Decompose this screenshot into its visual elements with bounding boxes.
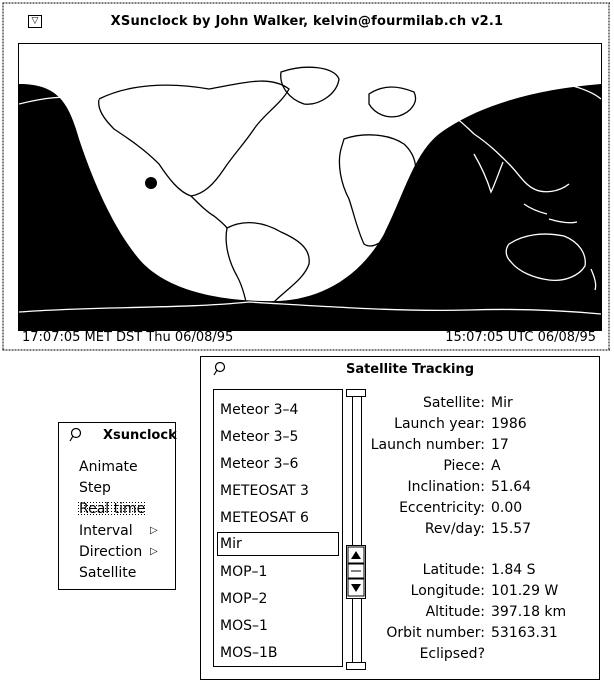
border-bottom [2, 349, 610, 351]
list-item[interactable]: MOS–1B [220, 645, 278, 661]
field-value-launch-year: 1986 [491, 416, 527, 432]
scrollbar-track[interactable] [352, 389, 362, 667]
field-value-inclination: 51.64 [491, 479, 532, 495]
field-value-launch-number: 17 [491, 437, 509, 453]
menu-item-real-time[interactable]: Real time [79, 501, 146, 517]
menu-item-satellite[interactable]: Satellite [79, 565, 137, 581]
pushpin-icon[interactable] [69, 428, 83, 442]
satellite-marker[interactable] [145, 177, 157, 189]
local-time: 17:07:05 MET DST Thu 06/08/95 [22, 330, 234, 345]
field-label-altitude: Altitude: [425, 604, 485, 620]
field-label-piece: Piece: [443, 458, 485, 474]
field-value-eccentricity: 0.00 [491, 500, 523, 516]
scrollbar-bottom-cap[interactable] [346, 662, 366, 670]
list-item[interactable]: METEOSAT 6 [220, 510, 309, 526]
utc-time: 15:07:05 UTC 06/08/95 [445, 330, 596, 345]
field-label-launch-number: Launch number: [370, 437, 485, 453]
list-item[interactable]: Meteor 3–5 [220, 429, 299, 445]
field-label-inclination: Inclination: [407, 479, 485, 495]
menu-item-animate[interactable]: Animate [79, 459, 138, 475]
scroll-arrows-icon [347, 546, 365, 598]
field-value-piece: A [491, 458, 501, 474]
field-value-longitude: 101.29 W [491, 583, 559, 599]
xsunclock-popup-menu [58, 422, 176, 590]
list-item[interactable]: MOP–2 [220, 591, 268, 607]
list-item-selected[interactable]: Mir [220, 536, 242, 552]
border-left [2, 2, 4, 350]
field-label-eccentricity: Eccentricity: [399, 500, 485, 516]
menu-item-direction[interactable]: Direction [79, 544, 143, 560]
menu-item-step[interactable]: Step [79, 480, 111, 496]
field-label-launch-year: Launch year: [394, 416, 485, 432]
satellite-tracking-window [200, 356, 600, 680]
list-item[interactable]: METEOSAT 3 [220, 483, 309, 499]
daylight-region [19, 44, 601, 301]
field-label-eclipsed: Eclipsed? [419, 646, 485, 662]
list-item[interactable]: Meteor 3–4 [220, 402, 299, 418]
field-label-longitude: Longitude: [410, 583, 485, 599]
field-value-rev-day: 15.57 [491, 521, 532, 537]
border-top [2, 2, 610, 4]
list-item[interactable]: Meteor 3–6 [220, 456, 299, 472]
field-value-orbit-number: 53163.31 [491, 625, 558, 641]
satellite-window-title: Satellite Tracking [345, 362, 475, 377]
world-map[interactable] [18, 43, 602, 331]
submenu-arrow-icon: ▷ [150, 525, 158, 536]
field-label-rev-day: Rev/day: [424, 521, 485, 537]
scrollbar-thumb[interactable] [346, 545, 366, 599]
list-item[interactable]: MOP–1 [220, 564, 268, 580]
field-value-altitude: 397.18 km [491, 604, 567, 620]
scrollbar-top-cap[interactable] [346, 389, 366, 397]
field-value-satellite: Mir [491, 395, 513, 411]
window-menu-icon[interactable]: ▽ [28, 15, 42, 28]
list-item[interactable]: MOS–1 [220, 618, 268, 634]
world-map-svg [19, 44, 601, 330]
field-value-latitude: 1.84 S [491, 562, 536, 578]
field-label-satellite: Satellite: [422, 395, 485, 411]
time-status-bar [18, 330, 600, 346]
menu-item-interval[interactable]: Interval [79, 523, 133, 539]
border-right [608, 2, 610, 350]
field-label-latitude: Latitude: [422, 562, 485, 578]
field-label-orbit-number: Orbit number: [386, 625, 485, 641]
window-title: XSunclock by John Walker, kelvin@fourmilab.ch v2.1 [110, 14, 504, 29]
popup-title: Xsunclock [103, 428, 177, 443]
submenu-arrow-icon: ▷ [150, 546, 158, 557]
satellite-list[interactable] [213, 389, 343, 667]
